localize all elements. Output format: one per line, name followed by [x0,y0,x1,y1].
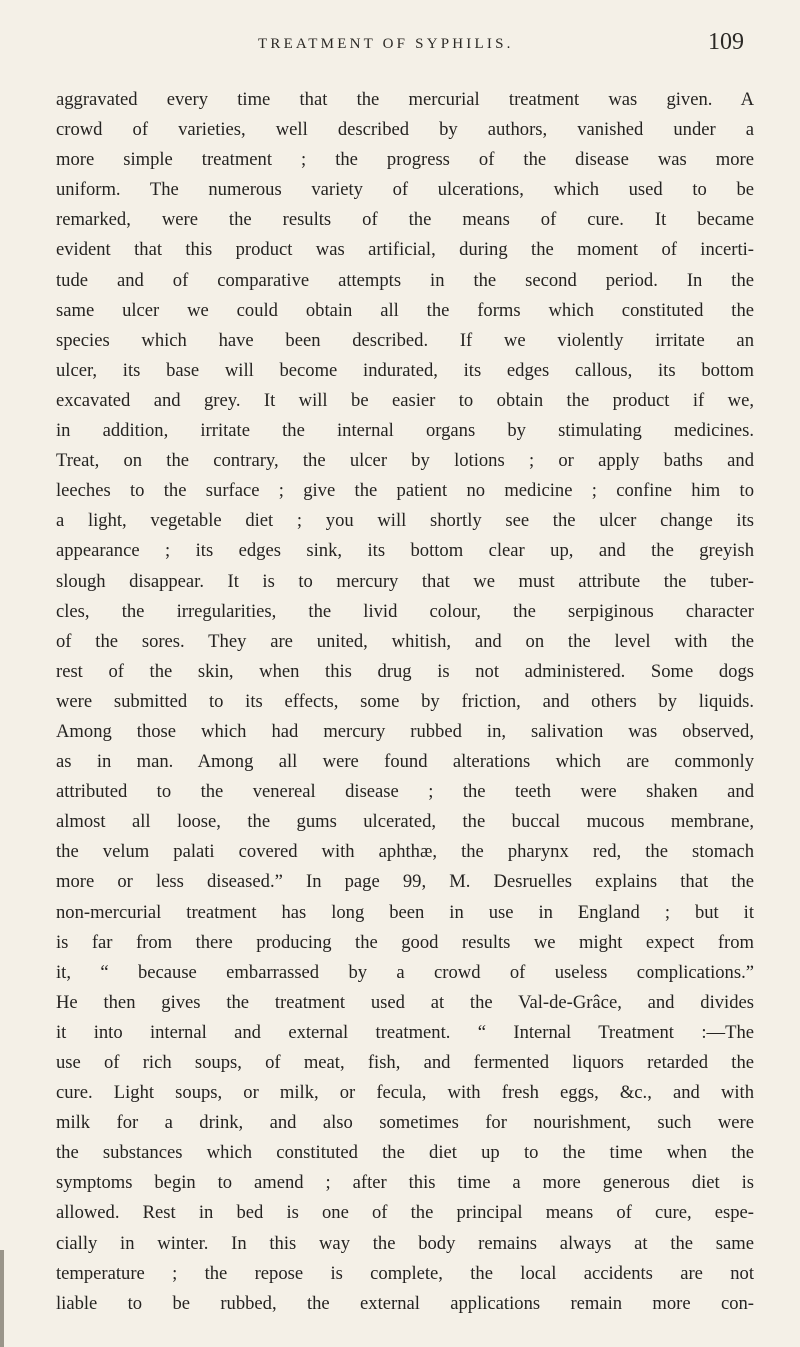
body-text [56,85,754,1319]
text-line: slough disappear. It is to mercury that we must attribute the tuber- [56,570,754,592]
text-line: Among those which had mercury rubbed in, salivation was observed, [56,720,754,742]
text-line: almost all loose, the gums ulcerated, the buccal mucous membrane, [56,811,754,833]
text-line: cure. Light soups, or milk, or fecula, with fresh eggs, &c., and with [56,1082,754,1104]
text-line: liable to be rubbed, the external applications remain more con- [56,1292,754,1314]
text-line: leeches to the surface ; give the patient no medicine ; confine him to [56,480,754,502]
text-line: temperature ; the repose is complete, the local accidents are not [56,1262,754,1284]
text-line: appearance ; its edges sink, its bottom clear up, and the greyish [56,540,754,562]
text-line: milk for a drink, and also sometimes for nourishment, such were [56,1112,754,1134]
text-line: He then gives the treatment used at the Val-de-Grâce, and divides [56,991,754,1013]
text-line: aggravated every time that the mercurial treatment was given. A [56,89,754,110]
text-line: symptoms begin to amend ; after this time a more generous diet is [56,1172,754,1194]
text-line: rest of the skin, when this drug is not administered. Some dogs [56,660,754,682]
text-line: same ulcer we could obtain all the forms which constituted the [56,299,754,321]
text-line: is far from there producing the good results we might expect from [56,931,754,953]
binding-edge-mark [0,1250,4,1347]
text-line: a light, vegetable diet ; you will shortly see the ulcer change its [56,510,754,532]
text-line: more simple treatment ; the progress of the disease was more [56,149,754,171]
text-line: remarked, were the results of the means of cure. It became [56,209,754,231]
text-line: allowed. Rest in bed is one of the principal means of cure, espe- [56,1202,754,1224]
text-line: uniform. The numerous variety of ulcerations, which used to be [56,179,754,201]
text-line: the velum palati covered with aphthæ, the pharynx red, the stomach [56,841,754,863]
text-line: as in man. Among all were found alterations which are commonly [56,751,754,773]
page-number: 109 [708,29,744,55]
text-line: crowd of varieties, well described by authors, vanished under a [56,119,754,141]
text-line: species which have been described. If we violently irritate an [56,329,754,351]
text-line: attributed to the venereal disease ; the teeth were shaken and [56,781,754,803]
text-line: evident that this product was artificial, during the moment of incerti- [56,239,754,261]
text-line: Treat, on the contrary, the ulcer by lotions ; or apply baths and [56,450,754,472]
text-line: cles, the irregularities, the livid colour, the serpiginous character [56,600,754,622]
text-line: ulcer, its base will become indurated, its edges callous, its bottom [56,359,754,381]
running-title: TREATMENT OF SYPHILIS. [258,36,514,52]
text-line: in addition, irritate the internal organs by stimulating medicines. [56,420,754,442]
text-line: more or less diseased.” In page 99, M. Desruelles explains that the [56,871,754,893]
text-line: the substances which constituted the diet up to the time when the [56,1142,754,1164]
text-line: non-mercurial treatment has long been in use in England ; but it [56,901,754,923]
text-line: cially in winter. In this way the body remains always at the same [56,1232,754,1254]
text-line: use of rich soups, of meat, fish, and fermented liquors retarded the [56,1052,754,1073]
text-line: of the sores. They are united, whitish, and on the level with the [56,630,754,652]
text-line: excavated and grey. It will be easier to obtain the product if we, [56,389,754,411]
text-line: it, “ because embarrassed by a crowd of useless complications.” [56,961,754,983]
text-line: were submitted to its effects, some by friction, and others by liquids. [56,690,754,712]
text-line: tude and of comparative attempts in the second period. In the [56,269,754,291]
text-line: it into internal and external treatment. “ Internal Treatment :—The [56,1021,754,1043]
running-head [0,28,800,58]
